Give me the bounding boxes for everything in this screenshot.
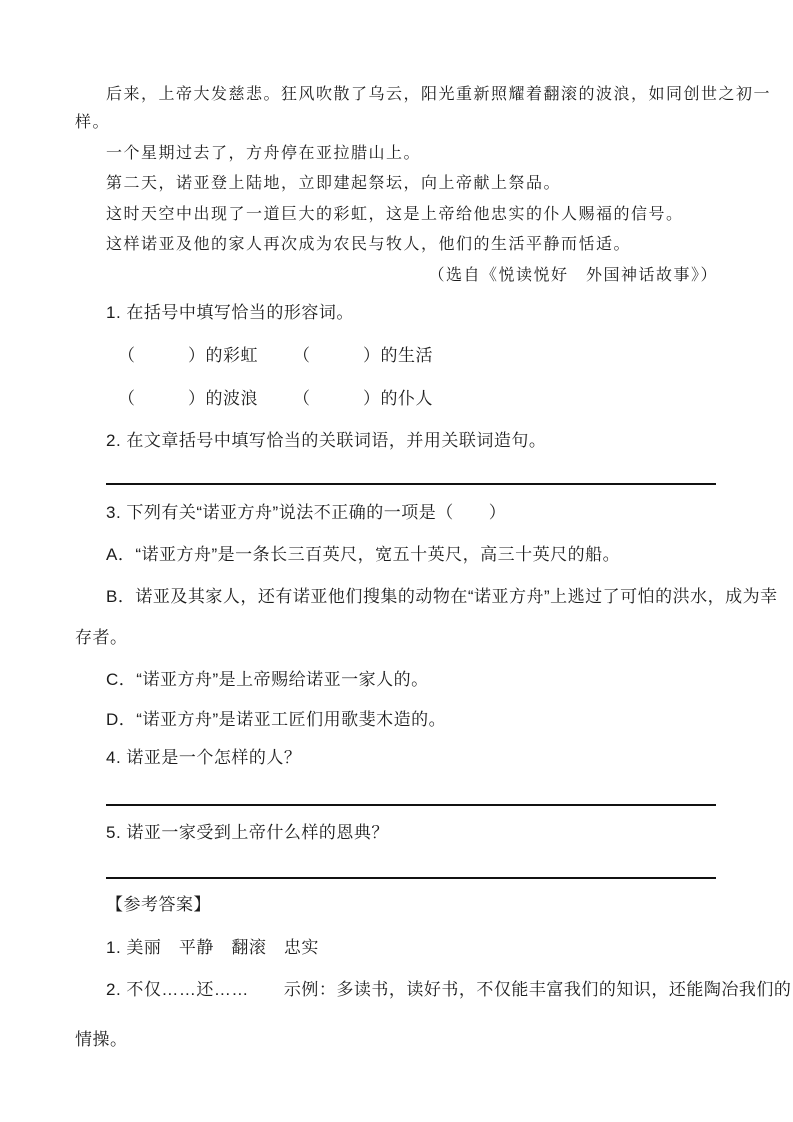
passage-source-attribution: （选自《悦读悦好 外国神话故事》） [428,267,718,284]
question-2-label: 2. 在文章括号中填写恰当的关联词语，并用关联词造句。 [106,431,547,450]
question-4-label: 4. 诺亚是一个怎样的人？ [106,748,302,767]
question-3-option-b-line-1: B．诺亚及其家人，还有诺亚他们搜集的动物在“诺亚方舟”上逃过了可怕的洪水，成为幸 [106,587,778,606]
answer-rule-question-4 [106,804,716,806]
blank-life: （ ）的生活 [293,346,433,365]
question-1-blanks-row-2 [75,384,761,414]
blank-rainbow: （ ）的彩虹 [118,346,258,365]
passage-line-4: 第二天，诺亚登上陆地，立即建起祭坛，向上帝献上祭品。 [106,175,562,192]
passage-line-5: 这时天空中出现了一道巨大的彩虹，这是上帝给他忠实的仆人赐福的信号。 [106,206,684,223]
question-1-blanks-row-1 [75,341,761,371]
question-3-option-b-line-2: 存者。 [75,628,128,647]
passage-line-1: 后来，上帝大发慈悲。狂风吹散了乌云，阳光重新照耀着翻滚的波浪，如同创世之初一 [106,86,772,103]
blank-waves: （ ）的波浪 [118,389,258,408]
passage-line-2: 样。 [75,114,111,131]
answer-section-title: 【参考答案】 [106,895,211,914]
question-3-option-d: D．“诺亚方舟”是诺亚工匠们用歌斐木造的。 [106,710,447,729]
answer-2-line-1: 2. 不仅……还…… 示例：多读书，读好书，不仅能丰富我们的知识，还能陶冶我们的 [106,980,792,999]
answer-2-line-2: 情操。 [75,1030,128,1049]
question-5-label: 5. 诺亚一家受到上帝什么样的恩典？ [106,823,389,842]
question-1-label: 1. 在括号中填写恰当的形容词。 [106,303,354,322]
answer-rule-question-2 [106,483,716,485]
passage-line-3: 一个星期过去了，方舟停在亚拉腊山上。 [106,145,422,162]
question-3-option-c: C．“诺亚方舟”是上帝赐给诺亚一家人的。 [106,670,429,689]
blank-servant: （ ）的仆人 [293,389,433,408]
passage-line-6: 这样诺亚及他的家人再次成为农民与牧人，他们的生活平静而恬适。 [106,236,632,253]
question-3-option-a: A．“诺亚方舟”是一条长三百英尺，宽五十英尺，高三十英尺的船。 [106,545,621,564]
question-3-label: 3. 下列有关“诺亚方舟”说法不正确的一项是（ ） [106,503,507,522]
answer-1: 1. 美丽 平静 翻滚 忠实 [106,938,319,957]
answer-rule-question-5 [106,877,716,879]
